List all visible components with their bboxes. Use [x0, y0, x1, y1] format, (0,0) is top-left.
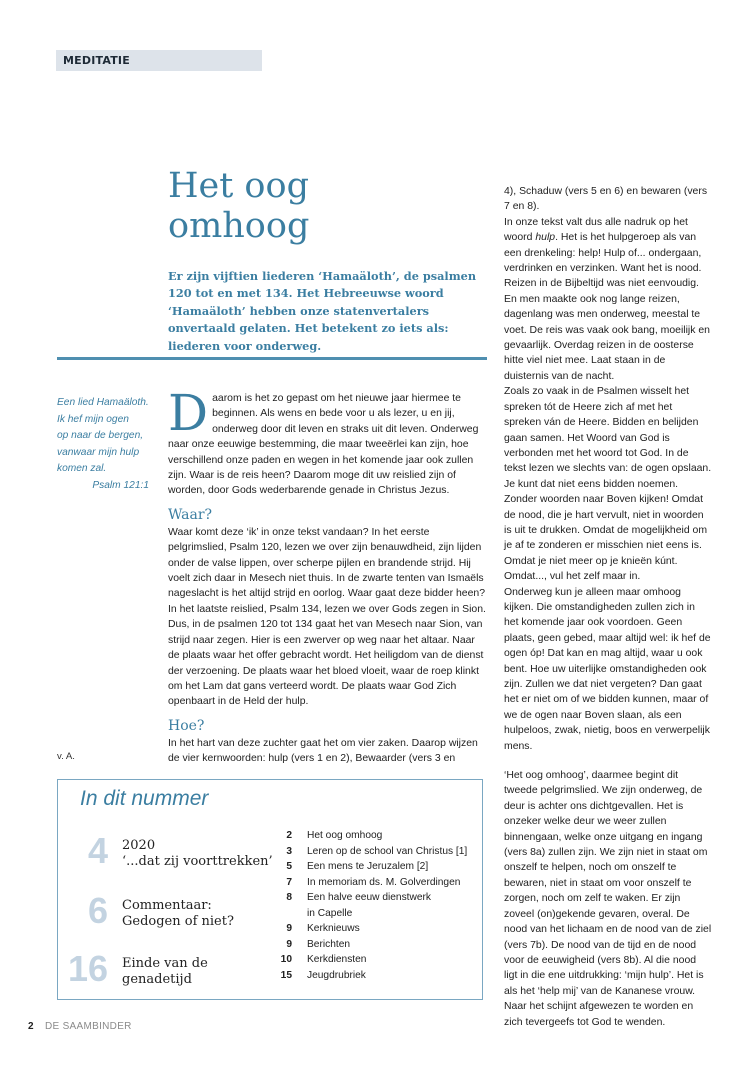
right-paragraph-4: Onderweg kun je alleen maar omhoog kijken. Die omstandigheden zullen zich in het komende jaar ook voordoen. Geen plaats, geen gebed, maar altijd wel: ik hef de ogen óp! Dat kan en mag altijd, waar u ook bent. Hoe uw uiterlijke omstandigheden ook zijn. Zullen we dat niet vergeten? Dan gaat het er niet om of we bidden kunnen, maar of we de ogen naar Boven slaan, als een hulpeloos, zwak, nietig, boos en verwerpelijk mens.: [504, 586, 711, 752]
side-quote-line: Ik hef mijn ogen: [57, 413, 129, 425]
toc-item[interactable]: [270, 937, 480, 953]
title-line-2: omhoog: [168, 206, 310, 246]
article-title: [168, 166, 488, 246]
heading-waar: Waar?: [168, 506, 213, 523]
toc-page-number: 15: [280, 969, 292, 981]
highlight-page-number: 4: [87, 830, 108, 871]
footer-publication-name: DE SAAMBINDER: [45, 1021, 132, 1032]
toc-page-number: 7: [286, 876, 292, 888]
right-column: [504, 184, 712, 1030]
side-quote-line: vanwaar mijn hulp: [57, 446, 140, 458]
intro-paragraph: [168, 384, 488, 499]
highlight-line-1: 2020: [122, 838, 156, 853]
paragraph-hoe: In het hart van deze zuchter gaat het om vier zaken. Daarop wijzen de vier kernwoorden: hulp (vers 1 en 2), Bewaarder (vers 3 en: [168, 737, 478, 765]
table-of-contents: [270, 828, 480, 983]
in-this-issue-title: In dit nummer: [80, 787, 209, 810]
section-tag: MEDITATIE: [56, 50, 262, 71]
toc-item[interactable]: [270, 890, 480, 906]
paragraph-gap: [504, 754, 712, 768]
toc-item[interactable]: [270, 921, 480, 937]
highlight-title: [122, 838, 282, 870]
toc-item[interactable]: [270, 859, 480, 875]
toc-page-number: 3: [286, 845, 292, 857]
side-quote-line: Een lied Hamaäloth.: [57, 397, 149, 408]
main-column: [168, 384, 488, 767]
right-paragraph-2-pre: In onze tekst valt dus alle nadruk op het woord: [504, 216, 688, 244]
right-paragraph-3: Zoals zo vaak in de Psalmen wisselt het spreken tót de Heere zich af met het spreken ván de Heere. Bidden en belijden gaan samen. Het Woord van God is verbonden met het woord tot God. In de tekst lezen we slechts van: de ogen opslaan. Je kunt dat niet eens bidden noemen. Zonder woorden naar Boven kijken! Omdat de nood, die je hart vervult, niet in woorden is uit te drukken. Omdat de mogelijkheid om je af te zonderen er misschien niet eens is. Omdat je niet meer op je knieën kúnt. Omdat..., vul het zelf maar in.: [504, 386, 712, 583]
highlight-line-2: Gedogen of niet?: [122, 914, 234, 929]
side-quote-line: komen zal.: [57, 463, 107, 474]
side-quote-line: op naar de bergen,: [57, 430, 144, 441]
toc-label: Een mens te Jeruzalem [2]: [307, 861, 429, 872]
toc-page-number: 9: [286, 923, 292, 934]
highlight-page-number: 16: [67, 948, 108, 989]
emphasis-hulp: hulp: [535, 232, 556, 244]
title-divider: [57, 357, 487, 360]
heading-hoe: Hoe?: [168, 717, 205, 734]
highlight-title: [122, 956, 282, 988]
highlight-line-2: genadetijd: [122, 972, 192, 987]
highlight-line-1: Commentaar:: [122, 898, 212, 913]
right-paragraph-1: 4), Schaduw (vers 5 en 6) en bewaren (vers 7 en 8).: [504, 186, 708, 213]
toc-label: Jeugdrubriek: [307, 969, 366, 981]
toc-item[interactable]: [270, 844, 480, 860]
side-quote-reference: Psalm 121:1: [92, 479, 149, 491]
article-lead: Er zijn vijftien liederen ‘Hamaäloth’, de psalmen 120 tot en met 134. Het Hebreeuwse woord ‘Hamaäloth’ hebben onze statenvertalers onvertaald gelaten. Het betekent zo iets als: liederen voor onderweg.: [168, 269, 477, 353]
side-quote: [57, 395, 149, 494]
toc-item[interactable]: [270, 828, 480, 844]
toc-item[interactable]: [270, 952, 480, 968]
toc-label: in Capelle: [307, 907, 353, 919]
toc-item[interactable]: [270, 875, 480, 891]
right-paragraph-2: [504, 215, 712, 384]
toc-page-number: 2: [286, 830, 292, 841]
highlight-page-number: 6: [87, 890, 108, 931]
toc-label: Kerknieuws: [307, 923, 360, 934]
paragraph-waar: Waar komt deze ‘ik’ in onze tekst vandaan? In het eerste pelgrimslied, Psalm 120, lezen we over zijn benauwdheid, zijn lijden onder de valse lippen, over scherpe pijlen en brandende strijd. Hij voelt zich daar in Mesech niet thuis. In de zwarte tenten van Ismaëls nageslacht is het altijd strijd en oorlog. Waar gaat deze bidder heen? In het laatste reislied, Psalm 134, lezen we over Gods zegen in Sion. Dus, in de psalmen 120 tot 134 gaat het van Mesech naar Sion, van strijd naar zegen. Hier is een zwerver op weg naar het altaar. Naar de plaats waar het offer gebracht wordt. Het heiligdom van de dienst der verzoening. De plaats waar het bloed vloeit, waar de roep klinkt om het Lam dat gans verteerd wordt. De plaats waar God Zich openbaart in de Held der hulp.: [168, 526, 486, 708]
toc-label: Het oog omhoog: [307, 830, 383, 841]
highlight-line-2: ‘...dat zij voorttrekken’: [122, 854, 273, 869]
toc-label: Berichten: [307, 938, 351, 950]
right-paragraph-5: ‘Het oog omhoog’, daarmee begint dit tweede pelgrimslied. We zijn onderweg, de deur is achter ons dichtgevallen. Het is onzeker welke deur we weer zullen binnengaan, welke onze uitgang en ingang (vers 8a) zullen zijn. We zijn niet in staat om onszelf te helpen, noch om onszelf te bewaren, niet in staat om voor onszelf te zorgen, noch om zelf te waken. Er zijn zoveel (on)gekende gevaren, overal. De nood van het lichaam en de nood van de ziel (vers 7b). De nood van de tijd en de nood voor de eeuwigheid (vers 8b). Al die nood ligt in die ene uitdrukking: ‘mijn hulp’. Het is als het ‘help mij’ van de Kananese vrouw. Naar het schijnt afgewezen te worden en zich tevergeefs tot God te wenden.: [504, 770, 712, 1028]
toc-label: Kerkdiensten: [307, 954, 367, 965]
right-paragraph-2-post: . Het is het hulpgeroep als van een drenkeling: help! Hulp of... ondergaan, verdrinken en verzinken. Want het is nood. Reizen in de Bijbeltijd was niet eenvoudig. En men maakte ook nog lange reizen, dagenlang was men onderweg, meestal te voet. De reis was vaak ook bang, moeilijk en gevaarlijk. Overdag reizen in de oosterse hitte viel niet mee. Laat staan in de duisternis van de nacht.: [504, 232, 710, 382]
toc-label: Een halve eeuw dienstwerk: [307, 892, 432, 903]
toc-page-number: 8: [286, 892, 292, 903]
toc-label: In memoriam ds. M. Golverdingen: [307, 876, 461, 888]
toc-page-number: 9: [286, 938, 292, 950]
toc-page-number: 5: [286, 861, 292, 872]
toc-item[interactable]: [270, 906, 480, 922]
toc-item[interactable]: [270, 968, 480, 984]
title-line-1: Het oog: [168, 166, 309, 206]
toc-page-number: 10: [280, 954, 292, 965]
highlight-title: [122, 898, 282, 930]
author-initials: v. A.: [57, 751, 75, 762]
drop-cap: D: [168, 384, 209, 442]
intro-text: aarom is het zo gepast om het nieuwe jaar hiermee te beginnen. Als wens en bede voor u als lezer, u en jij, onderweg door dit leven en straks uit dit leven. Onderweg naar onze eeuwige bestemming, die maar tweeërlei kan zijn, hoe verschillend onze paden en wegen in het komende jaar ook zullen zijn. Waar is de reis heen? Daarom moge dit uw reislied zijn of worden, door Gods wederbarende genade in Christus Jezus.: [168, 393, 479, 497]
toc-label: Leren op de school van Christus [1]: [307, 845, 468, 857]
footer-page-number: 2: [28, 1021, 34, 1032]
highlight-line-1: Einde van de: [122, 956, 208, 971]
